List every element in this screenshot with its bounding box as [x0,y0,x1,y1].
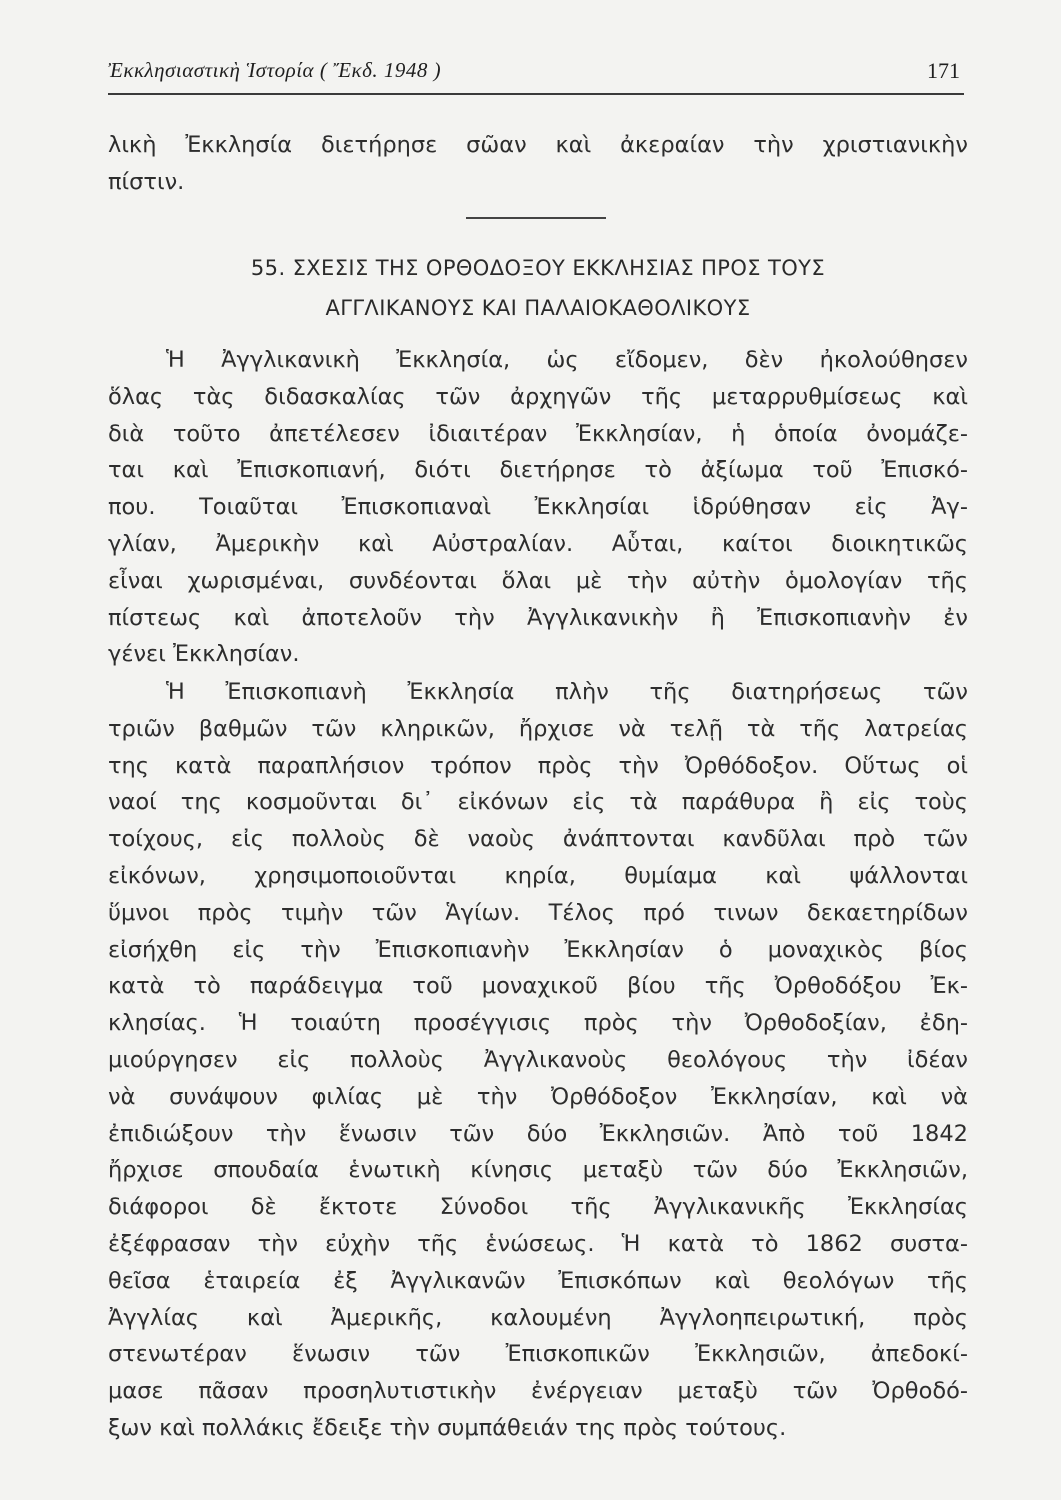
text-line: ἐπιδιώξουν τὴν ἕνωσιν τῶν δύο Ἐκκλησιῶν. Ἀπὸ τοῦ 1842 [108,1120,968,1147]
text-line: Ἡ Ἐπισκοπιανὴ Ἐκκλησία πλὴν τῆς διατηρήσεως τῶν [166,679,968,705]
text-line: ται καὶ Ἐπισκοπιανή, διότι διετήρησε τὸ ἀξίωμα τοῦ Ἐπισκό- [108,457,968,484]
section-heading-line: 55. ΣΧΕΣΙΣ ΤΗΣ ΟΡΘΟΔΟΞΟΥ ΕΚΚΛΗΣΙΑΣ ΠΡΟΣ ΤΟΥΣ [250,256,826,280]
text-line: τριῶν βαθμῶν τῶν κληρικῶν, ἤρχισε νὰ τελῇ τὰ τῆς λατρείας [108,715,968,742]
intro-paragraph [108,127,968,201]
text-line: στενωτέραν ἕνωσιν τῶν Ἐπισκοπικῶν Ἐκκλησιῶν, ἀπεδοκί- [108,1341,968,1368]
section-heading [108,248,968,328]
text-line: ναοί της κοσμοῦνται δι᾽ εἰκόνων εἰς τὰ παράθυρα ἢ εἰς τοὺς [108,789,968,816]
text-line: εἰσήχθη εἰς τὴν Ἐπισκοπιανὴν Ἐκκλησίαν ὁ μοναχικὸς βίος [108,936,968,963]
text-line: γλίαν, Ἀμερικὴν καὶ Αὐστραλίαν. Αὗται, καίτοι διοικητικῶς [108,530,968,557]
running-head: Ἐκκλησιαστικὴ Ἱστορία ( Ἔκδ. 1948 ) [108,58,442,82]
text-line: διὰ τοῦτο ἀπετέλεσεν ἰδιαιτέραν Ἐκκλησίαν, ἡ ὁποία ὀνομάζε- [108,420,968,447]
text-line: τοίχους, εἰς πολλοὺς δὲ ναοὺς ἀνάπτονται κανδῦλαι πρὸ τῶν [108,826,968,853]
section-heading-line: ΑΓΓΛΙΚΑΝΟΥΣ ΚΑΙ ΠΑΛΑΙΟΚΑΘΟΛΙΚΟΥΣ [325,296,751,320]
text-line: διάφοροι δὲ ἔκτοτε Σύνοδοι τῆς Ἀγγλικανικῆς Ἐκκλησίας [108,1194,968,1221]
header-rule [108,93,964,95]
text-line: κατὰ τὸ παράδειγμα τοῦ μοναχικοῦ βίου τῆς Ὀρθοδόξου Ἐκ- [108,973,968,1000]
text-line: πίστεως καὶ ἀποτελοῦν τὴν Ἀγγλικανικὴν ἢ Ἐπισκοπιανὴν ἐν [108,604,968,631]
section-divider [466,217,606,219]
paragraph-1 [108,342,968,673]
page-number: 171 [927,58,960,83]
text-line: κλησίας. Ἡ τοιαύτη προσέγγισις πρὸς τὴν Ὀρθοδοξίαν, ἐδη- [108,1010,968,1037]
text-line: μασε πᾶσαν προσηλυτιστικὴν ἐνέργειαν μεταξὺ τῶν Ὀρθοδό- [108,1378,968,1405]
text-line: ὕμνοι πρὸς τιμὴν τῶν Ἁγίων. Τέλος πρό τινων δεκαετηρίδων [108,899,968,926]
paragraph-2 [108,674,968,1447]
text-line: ξων καὶ πολλάκις ἔδειξε τὴν συμπάθειάν της πρὸς τούτους. [108,1414,787,1441]
text-line: λικὴ Ἐκκλησία διετήρησε σῶαν καὶ ἀκεραίαν τὴν χριστιανικὴν [108,132,968,158]
text-line: που. Τοιαῦται Ἐπισκοπιαναὶ Ἐκκλησίαι ἱδρύθησαν εἰς Ἀγ- [108,494,968,521]
text-line: γένει Ἐκκλησίαν. [108,641,300,668]
text-line: ἤρχισε σπουδαία ἑνωτικὴ κίνησις μεταξὺ τῶν δύο Ἐκκλησιῶν, [108,1157,968,1184]
text-line: της κατὰ παραπλήσιον τρόπον πρὸς τὴν Ὀρθόδοξον. Οὕτως οἱ [108,752,968,779]
text-line: ὅλας τὰς διδασκαλίας τῶν ἀρχηγῶν τῆς μεταρρυθμίσεως καὶ [108,383,968,410]
text-line: νὰ συνάψουν φιλίας μὲ τὴν Ὀρθόδοξον Ἐκκλησίαν, καὶ νὰ [108,1083,968,1110]
text-line: εἰκόνων, χρησιμοποιοῦνται κηρία, θυμίαμα καὶ ψάλλονται [108,862,968,889]
text-line: μιούργησεν εἰς πολλοὺς Ἀγγλικανοὺς θεολόγους τὴν ἰδέαν [108,1046,968,1073]
text-line: πίστιν. [108,168,185,195]
text-line: θεῖσα ἑταιρεία ἐξ Ἀγγλικανῶν Ἐπισκόπων καὶ θεολόγων τῆς [108,1267,968,1294]
text-line: ἐξέφρασαν τὴν εὐχὴν τῆς ἑνώσεως. Ἡ κατὰ τὸ 1862 συστα- [108,1230,968,1257]
text-line: Ἀγγλίας καὶ Ἀμερικῆς, καλουμένη Ἀγγλοηπειρωτική, πρὸς [108,1304,968,1331]
text-line: εἶναι χωρισμέναι, συνδέονται ὅλαι μὲ τὴν αὐτὴν ὁμολογίαν τῆς [108,567,968,594]
text-line: Ἡ Ἀγγλικανικὴ Ἐκκλησία, ὡς εἴδομεν, δὲν ἠκολούθησεν [166,347,968,373]
page-header [108,58,964,92]
